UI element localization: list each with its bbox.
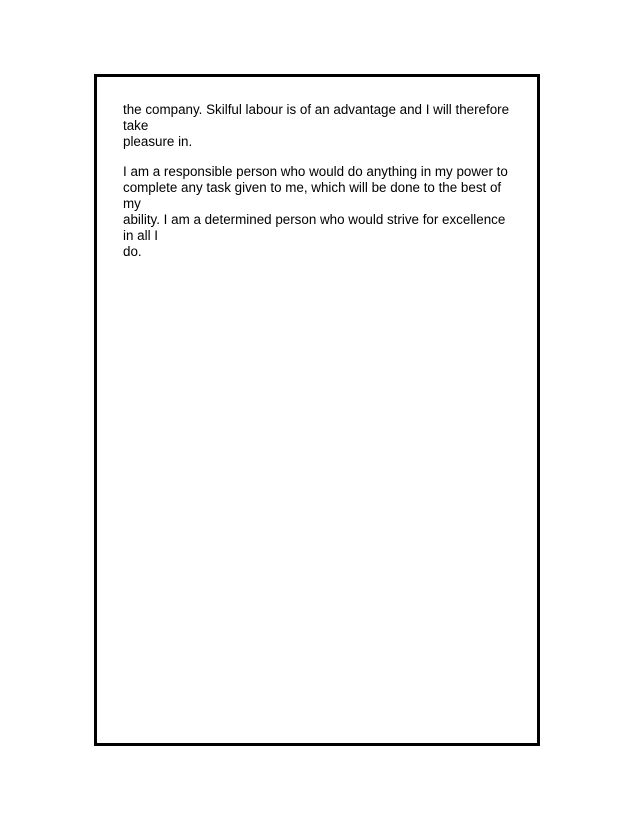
paragraph-responsible-person: I am a responsible person who would do anything in my power to complete any task given to me, which will be done to the best of my ability. I am a determined person who would strive for excellence in all I do. [123,164,508,259]
paragraph-skilful-labour: the company. Skilful labour is of an advantage and I will therefore take pleasure in. [123,102,510,149]
page-frame [94,74,540,746]
page-content [123,102,519,274]
